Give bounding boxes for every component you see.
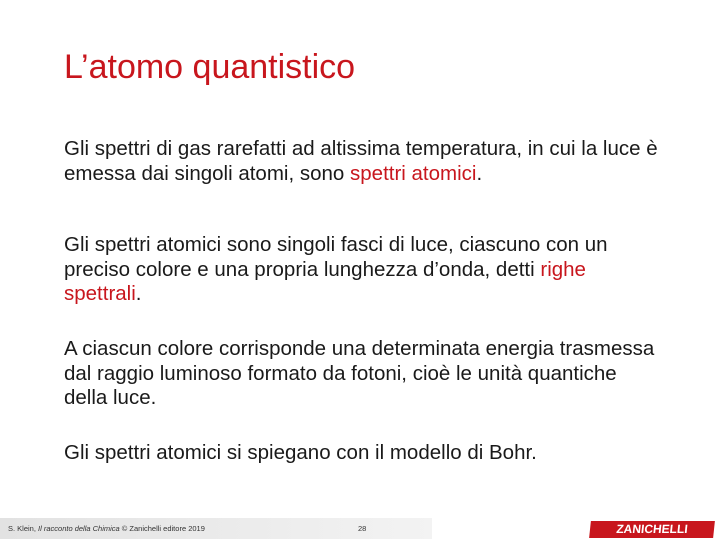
credit-author: S. Klein, [8,524,39,533]
credit-publisher: © Zanichelli editore 2019 [119,524,205,533]
footer [0,518,720,540]
highlight-term: righe spettrali [64,257,586,305]
paragraph-modello-bohr: Gli spettri atomici si spiegano con il modello di Bohr. [64,441,537,464]
highlight-term: spettri atomici [350,161,477,185]
paragraph-text: Gli spettri di gas rarefatti ad altissima temperatura, in cui la luce è emessa dai singoli atomi, sono [64,137,658,185]
paragraph-text: Gli spettri atomici sono singoli fasci di luce, ciascuno con un preciso colore e una propria lunghezza d’onda, detti [64,233,608,281]
paragraph-energia-fotoni: A ciascun colore corrisponde una determinata energia trasmessa dal raggio luminoso formato da fotoni, cioè le unità quantiche della luce. [64,337,655,409]
zanichelli-logo: ZANICHELLI [589,521,715,538]
credit-book-title: Il racconto della Chimica [38,524,120,533]
paragraph-punctuation: . [476,161,483,185]
paragraph-spettri-atomici [64,137,664,186]
page-number: 28 [358,524,367,533]
paragraph-righe-spettrali [64,233,664,307]
paragraph-punctuation: . [135,282,142,305]
footer-credit [8,524,205,533]
slide-title: L’atomo quantistico [64,48,356,86]
